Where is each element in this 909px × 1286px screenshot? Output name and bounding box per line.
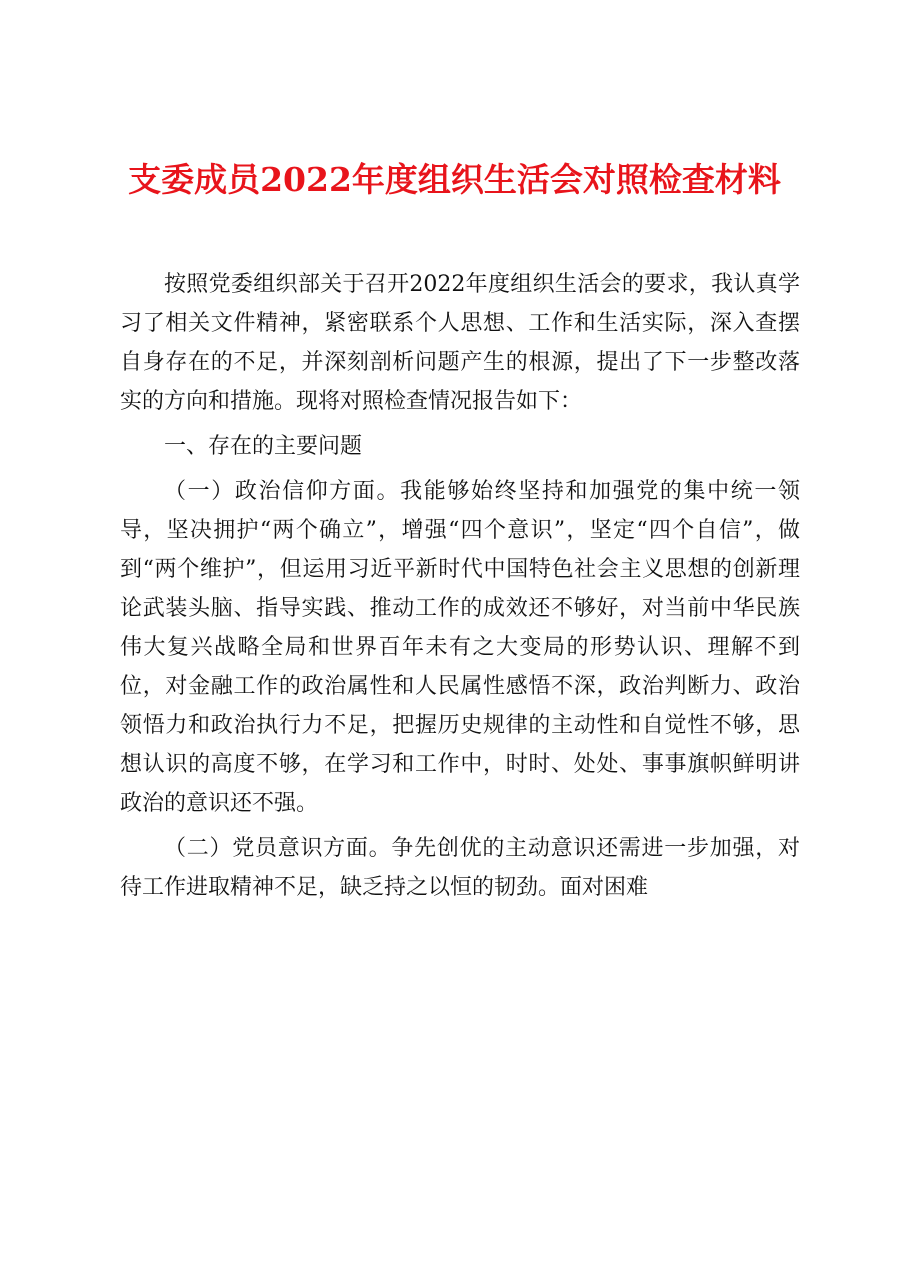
section-heading-problems: 一、存在的主要问题: [164, 434, 363, 459]
intro-paragraph: 按照党委组织部关于召开2022年度组织生活会的要求，我认真学习了相关文件精神，紧密联系个人思想、工作和生活实际，深入查摆自身存在的不足，并深刻剖析问题产生的根源，提出了下一步整改落实的方向和措施。现将对照检查情况报告如下：: [120, 272, 800, 414]
document-body: [120, 265, 800, 907]
document-title: 支委成员2022年度组织生活会对照检查材料: [128, 160, 781, 199]
paragraph-political-belief: （一）政治信仰方面。我能够始终坚持和加强党的集中统一领导，坚决拥护“两个确立”，增强“四个意识”，坚定“四个自信”，做到“两个维护”，但运用习近平新时代中国特色社会主义思想的创新理论武装头脑、指导实践、推动工作的成效还不够好，对当前中华民族伟大复兴战略全局和世界百年未有之大变局的形势认识、理解不到位，对金融工作的政治属性和人民属性感悟不深，政治判断力、政治领悟力和政治执行力不足，把握历史规律的主动性和自觉性不够，思想认识的高度不够，在学习和工作中，时时、处处、事事旗帜鲜明讲政治的意识还不强。: [120, 479, 800, 816]
paragraph-party-member-awareness: （二）党员意识方面。争先创优的主动意识还需进一步加强，对待工作进取精神不足，缺乏持之以恒的韧劲。面对困难: [120, 836, 800, 900]
